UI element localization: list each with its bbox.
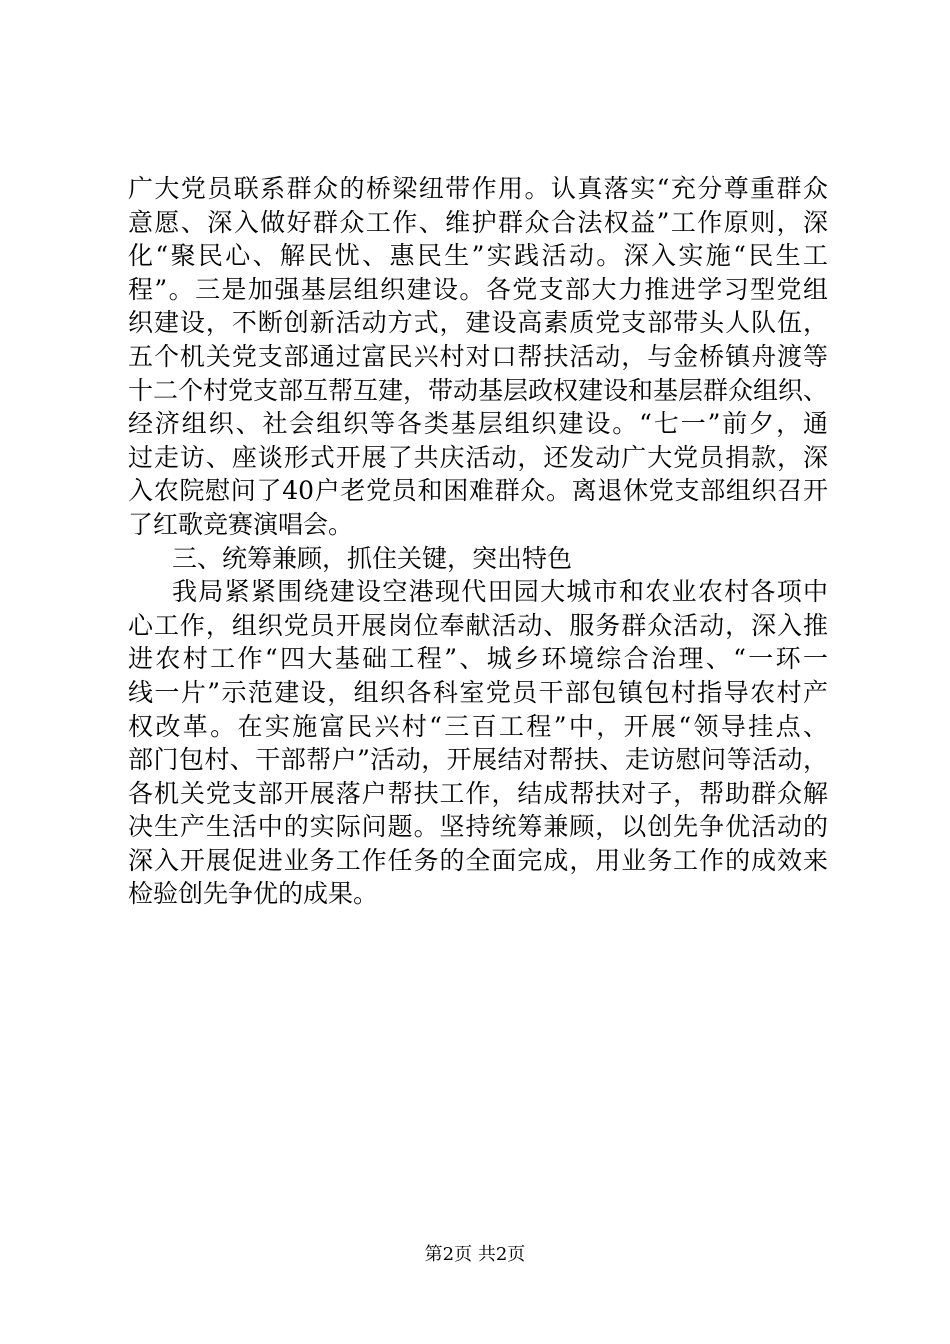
text-line: 心工作，组织党员开展岗位奉献活动、服务群众活动，深入推 bbox=[128, 610, 828, 640]
text-line: 部门包村、干部帮户”活动，开展结对帮扶、走访慰问等活动， bbox=[128, 745, 828, 775]
text-line: 决生产生活中的实际问题。坚持统筹兼顾，以创先争优活动的 bbox=[128, 812, 828, 842]
text-line: 检验创先争优的成果。 bbox=[128, 879, 379, 909]
text-line: 各机关党支部开展落户帮扶工作，结成帮扶对子，帮助群众解 bbox=[128, 778, 828, 808]
text-line: 我局紧紧围绕建设空港现代田园大城市和农业农村各项中 bbox=[172, 577, 828, 607]
text-line: 经济组织、社会组织等各类基层组织建设。“七一”前夕，通 bbox=[128, 409, 828, 439]
text-line: 程”。三是加强基层组织建设。各党支部大力推进学习型党组 bbox=[128, 274, 828, 304]
text-line: 过走访、座谈形式开展了共庆活动，还发动广大党员捐款，深 bbox=[128, 442, 828, 472]
section-heading: 三、统筹兼顾，抓住关键，突出特色 bbox=[172, 543, 573, 573]
text-line: 进农村工作“四大基础工程”、城乡环境综合治理、“一环一 bbox=[128, 644, 828, 674]
text-line: 广大党员联系群众的桥梁纽带作用。认真落实“充分尊重群众 bbox=[128, 174, 828, 203]
text-line: 织建设，不断创新活动方式，建设高素质党支部带头人队伍， bbox=[128, 308, 828, 338]
text-line: 线一片”示范建设，组织各科室党员干部包镇包村指导农村产 bbox=[128, 677, 828, 707]
page-number: 第2页 共2页 bbox=[424, 1244, 526, 1265]
document-body bbox=[128, 172, 828, 911]
text-line: 化“聚民心、解民忧、惠民生”实践活动。深入实施“民生工 bbox=[128, 241, 828, 271]
text-line: 意愿、深入做好群众工作、维护群众合法权益”工作原则，深 bbox=[128, 207, 828, 237]
text-line: 权改革。在实施富民兴村“三百工程”中，开展“领导挂点、 bbox=[128, 711, 828, 741]
text-line: 五个机关党支部通过富民兴村对口帮扶活动，与金桥镇舟渡等 bbox=[128, 341, 828, 371]
text-line: 深入开展促进业务工作任务的全面完成，用业务工作的成效来 bbox=[128, 845, 828, 875]
text-line: 了红歌竞赛演唱会。 bbox=[128, 509, 354, 539]
text-line: 十二个村党支部互帮互建，带动基层政权建设和基层群众组织、 bbox=[128, 375, 829, 405]
text-line: 入农院慰问了40户老党员和困难群众。离退休党支部组织召开 bbox=[128, 476, 828, 506]
